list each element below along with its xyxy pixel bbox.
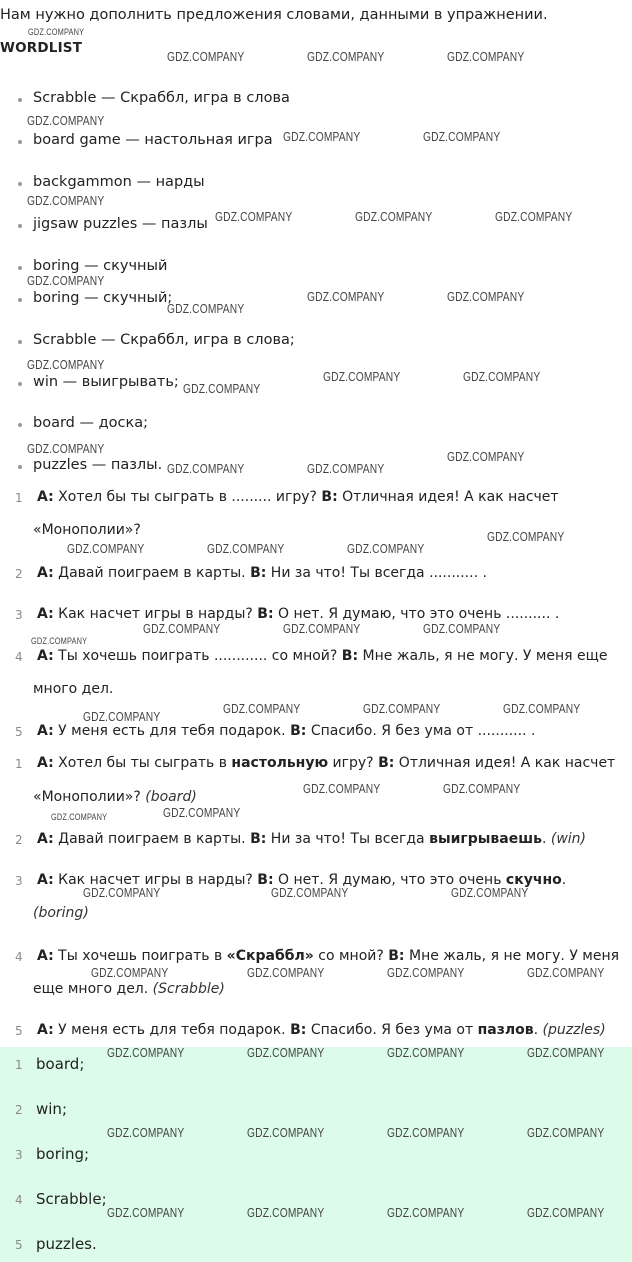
watermark: GDZ.COMPANY [27, 194, 105, 208]
watermark: GDZ.COMPANY [51, 812, 108, 822]
wordlist-title: WORDLIST [0, 40, 83, 56]
filled-line-cont [33, 789, 197, 805]
watermark: GDZ.COMPANY [247, 966, 325, 980]
watermark: GDZ.COMPANY [463, 370, 541, 384]
speaker-b: B: [321, 489, 338, 505]
speaker-a: A: [37, 648, 54, 664]
answer-number: 2 [15, 1103, 23, 1117]
watermark: GDZ.COMPANY [107, 1046, 185, 1060]
answer-item: board; [36, 1055, 85, 1073]
watermark: GDZ.COMPANY [387, 1126, 465, 1140]
filled-word: выигрываешь [429, 831, 542, 847]
watermark: GDZ.COMPANY [107, 1206, 185, 1220]
filled-hint: (board) [145, 789, 197, 805]
speaker-a: A: [37, 1022, 54, 1038]
watermark: GDZ.COMPANY [443, 782, 521, 796]
watermark: GDZ.COMPANY [487, 530, 565, 544]
speaker-a: A: [37, 948, 54, 964]
filled-cont-text: еще много дел. [33, 981, 149, 997]
wordlist-item: puzzles — пазлы. [33, 457, 163, 473]
filled-hint: (boring) [33, 905, 89, 921]
task-number: 5 [15, 725, 23, 739]
speaker-a: A: [37, 831, 54, 847]
speaker-a: A: [37, 606, 54, 622]
watermark: GDZ.COMPANY [83, 886, 161, 900]
filled-b-text: Мне жаль, я не могу. У меня [408, 948, 620, 964]
watermark: GDZ.COMPANY [83, 710, 161, 724]
filled-b-text: О нет. Я думаю, что это очень [278, 872, 502, 888]
watermark: GDZ.COMPANY [527, 1206, 605, 1220]
speaker-b: B: [290, 723, 307, 739]
filled-word: «Скраббл» [226, 948, 314, 964]
filled-a-text: Хотел бы ты сыграть в [58, 755, 227, 771]
filled-b-text: Спасибо. Я без ума от [310, 1022, 474, 1038]
filled-hint: (win) [550, 831, 586, 847]
filled-number: 4 [15, 950, 23, 964]
filled-line [37, 831, 586, 847]
speaker-b: B: [388, 948, 405, 964]
watermark: GDZ.COMPANY [347, 542, 425, 556]
watermark: GDZ.COMPANY [283, 622, 361, 636]
filled-b-text: Отличная идея! А как насчет [398, 755, 616, 771]
speaker-b: B: [257, 606, 274, 622]
speaker-a: A: [37, 723, 54, 739]
watermark: GDZ.COMPANY [307, 462, 385, 476]
watermark: GDZ.COMPANY [503, 702, 581, 716]
answer-item: win; [36, 1100, 67, 1118]
watermark: GDZ.COMPANY [451, 886, 529, 900]
task-b-text: Ни за что! Ты всегда ........... . [270, 565, 487, 581]
watermark: GDZ.COMPANY [387, 1046, 465, 1060]
task-line [37, 565, 487, 581]
task-line [37, 606, 559, 622]
watermark: GDZ.COMPANY [303, 782, 381, 796]
answer-number: 3 [15, 1148, 23, 1162]
speaker-b: B: [257, 872, 274, 888]
watermark: GDZ.COMPANY [423, 130, 501, 144]
filled-number: 5 [15, 1024, 23, 1038]
wordlist-item: board — доска; [33, 415, 148, 431]
watermark: GDZ.COMPANY [207, 542, 285, 556]
speaker-a: A: [37, 755, 54, 771]
filled-line [37, 755, 615, 771]
wordlist-item: Scrabble — Скраббл, игра в слова; [33, 332, 295, 348]
watermark: GDZ.COMPANY [447, 290, 525, 304]
filled-cont-text: «Монополии»? [33, 789, 141, 805]
watermark: GDZ.COMPANY [167, 50, 245, 64]
filled-a-text: Ты хочешь поиграть в [58, 948, 223, 964]
watermark: GDZ.COMPANY [247, 1126, 325, 1140]
speaker-b: B: [250, 565, 267, 581]
watermark: GDZ.COMPANY [91, 966, 169, 980]
filled-a-text: Как насчет игры в нарды? [58, 872, 253, 888]
watermark: GDZ.COMPANY [215, 210, 293, 224]
watermark: GDZ.COMPANY [323, 370, 401, 384]
filled-tail: . [561, 872, 567, 888]
answer-number: 4 [15, 1193, 23, 1207]
filled-tail: . [533, 1022, 539, 1038]
watermark: GDZ.COMPANY [27, 442, 105, 456]
filled-line-cont [33, 905, 89, 921]
answer-box [0, 1047, 632, 1262]
answer-number: 5 [15, 1238, 23, 1252]
task-b-text: Спасибо. Я без ума от ........... . [310, 723, 536, 739]
watermark: GDZ.COMPANY [283, 130, 361, 144]
watermark: GDZ.COMPANY [527, 1046, 605, 1060]
intro-text: Нам нужно дополнить предложения словами, данными в упражнении. [0, 7, 548, 23]
task-number: 2 [15, 567, 23, 581]
task-line [37, 489, 559, 505]
task-a-text: Как насчет игры в нарды? [58, 606, 253, 622]
task-line-cont: «Монополии»? [33, 522, 141, 538]
watermark: GDZ.COMPANY [247, 1046, 325, 1060]
watermark: GDZ.COMPANY [387, 966, 465, 980]
task-b-text: Мне жаль, я не могу. У меня еще [362, 648, 608, 664]
watermark: GDZ.COMPANY [183, 382, 261, 396]
filled-b-text: Ни за что! Ты всегда [270, 831, 425, 847]
wordlist-item: Scrabble — Скраббл, игра в слова [33, 90, 290, 106]
answer-item: Scrabble; [36, 1190, 107, 1208]
filled-word: настольную [231, 755, 329, 771]
wordlist-item: board game — настольная игра [33, 132, 273, 148]
watermark: GDZ.COMPANY [67, 542, 145, 556]
wordlist-item: boring — скучный [33, 258, 168, 274]
filled-number: 2 [15, 833, 23, 847]
task-number: 3 [15, 608, 23, 622]
answer-item: boring; [36, 1145, 90, 1163]
filled-a-text-2: игру? [332, 755, 374, 771]
watermark: GDZ.COMPANY [107, 1126, 185, 1140]
watermark: GDZ.COMPANY [163, 806, 241, 820]
task-line [37, 723, 535, 739]
wordlist-item: boring — скучный; [33, 290, 173, 306]
watermark: GDZ.COMPANY [527, 1126, 605, 1140]
watermark: GDZ.COMPANY [307, 290, 385, 304]
watermark: GDZ.COMPANY [447, 450, 525, 464]
task-b-text: Отличная идея! А как насчет [342, 489, 559, 505]
wordlist-item: win — выигрывать; [33, 374, 179, 390]
task-a-text: Ты хочешь поиграть ............ со мной? [58, 648, 338, 664]
task-a-text: Хотел бы ты сыграть в ......... игру? [58, 489, 317, 505]
answer-number: 1 [15, 1058, 23, 1072]
watermark: GDZ.COMPANY [387, 1206, 465, 1220]
filled-tail: . [541, 831, 547, 847]
watermark: GDZ.COMPANY [447, 50, 525, 64]
watermark: GDZ.COMPANY [307, 50, 385, 64]
filled-line [37, 1022, 606, 1038]
watermark: GDZ.COMPANY [423, 622, 501, 636]
filled-number: 3 [15, 874, 23, 888]
watermark: GDZ.COMPANY [167, 302, 245, 316]
speaker-a: A: [37, 489, 54, 505]
task-number: 4 [15, 650, 23, 664]
filled-line-cont [33, 981, 225, 997]
task-a-text: У меня есть для тебя подарок. [58, 723, 286, 739]
speaker-b: B: [341, 648, 359, 664]
watermark: GDZ.COMPANY [27, 114, 105, 128]
filled-a-text-2: со мной? [318, 948, 384, 964]
filled-a-text: Давай поиграем в карты. [58, 831, 246, 847]
watermark: GDZ.COMPANY [363, 702, 441, 716]
speaker-b: B: [250, 831, 267, 847]
watermark: GDZ.COMPANY [223, 702, 301, 716]
watermark: GDZ.COMPANY [28, 27, 85, 37]
filled-a-text: У меня есть для тебя подарок. [58, 1022, 286, 1038]
watermark: GDZ.COMPANY [27, 358, 105, 372]
task-number: 1 [15, 491, 23, 505]
watermark: GDZ.COMPANY [143, 622, 221, 636]
speaker-b: B: [378, 755, 395, 771]
watermark: GDZ.COMPANY [271, 886, 349, 900]
watermark: GDZ.COMPANY [27, 274, 105, 288]
watermark: GDZ.COMPANY [247, 1206, 325, 1220]
wordlist-item: backgammon — нарды [33, 174, 205, 190]
speaker-a: A: [37, 872, 54, 888]
speaker-a: A: [37, 565, 54, 581]
task-a-text: Давай поиграем в карты. [58, 565, 246, 581]
filled-word: пазлов [477, 1022, 534, 1038]
task-line [37, 648, 607, 664]
watermark: GDZ.COMPANY [495, 210, 573, 224]
filled-line [37, 948, 619, 964]
watermark: GDZ.COMPANY [167, 462, 245, 476]
answer-item: puzzles. [36, 1235, 97, 1253]
watermark: GDZ.COMPANY [527, 966, 605, 980]
filled-hint: (puzzles) [542, 1022, 606, 1038]
task-b-text: О нет. Я думаю, что это очень .......... . [278, 606, 560, 622]
watermark: GDZ.COMPANY [31, 636, 88, 646]
wordlist-item: jigsaw puzzles — пазлы [33, 216, 208, 232]
watermark: GDZ.COMPANY [355, 210, 433, 224]
filled-number: 1 [15, 757, 23, 771]
task-line-cont: много дел. [33, 681, 114, 697]
filled-word: скучно [505, 872, 562, 888]
filled-hint: (Scrabble) [152, 981, 225, 997]
speaker-b: B: [290, 1022, 307, 1038]
